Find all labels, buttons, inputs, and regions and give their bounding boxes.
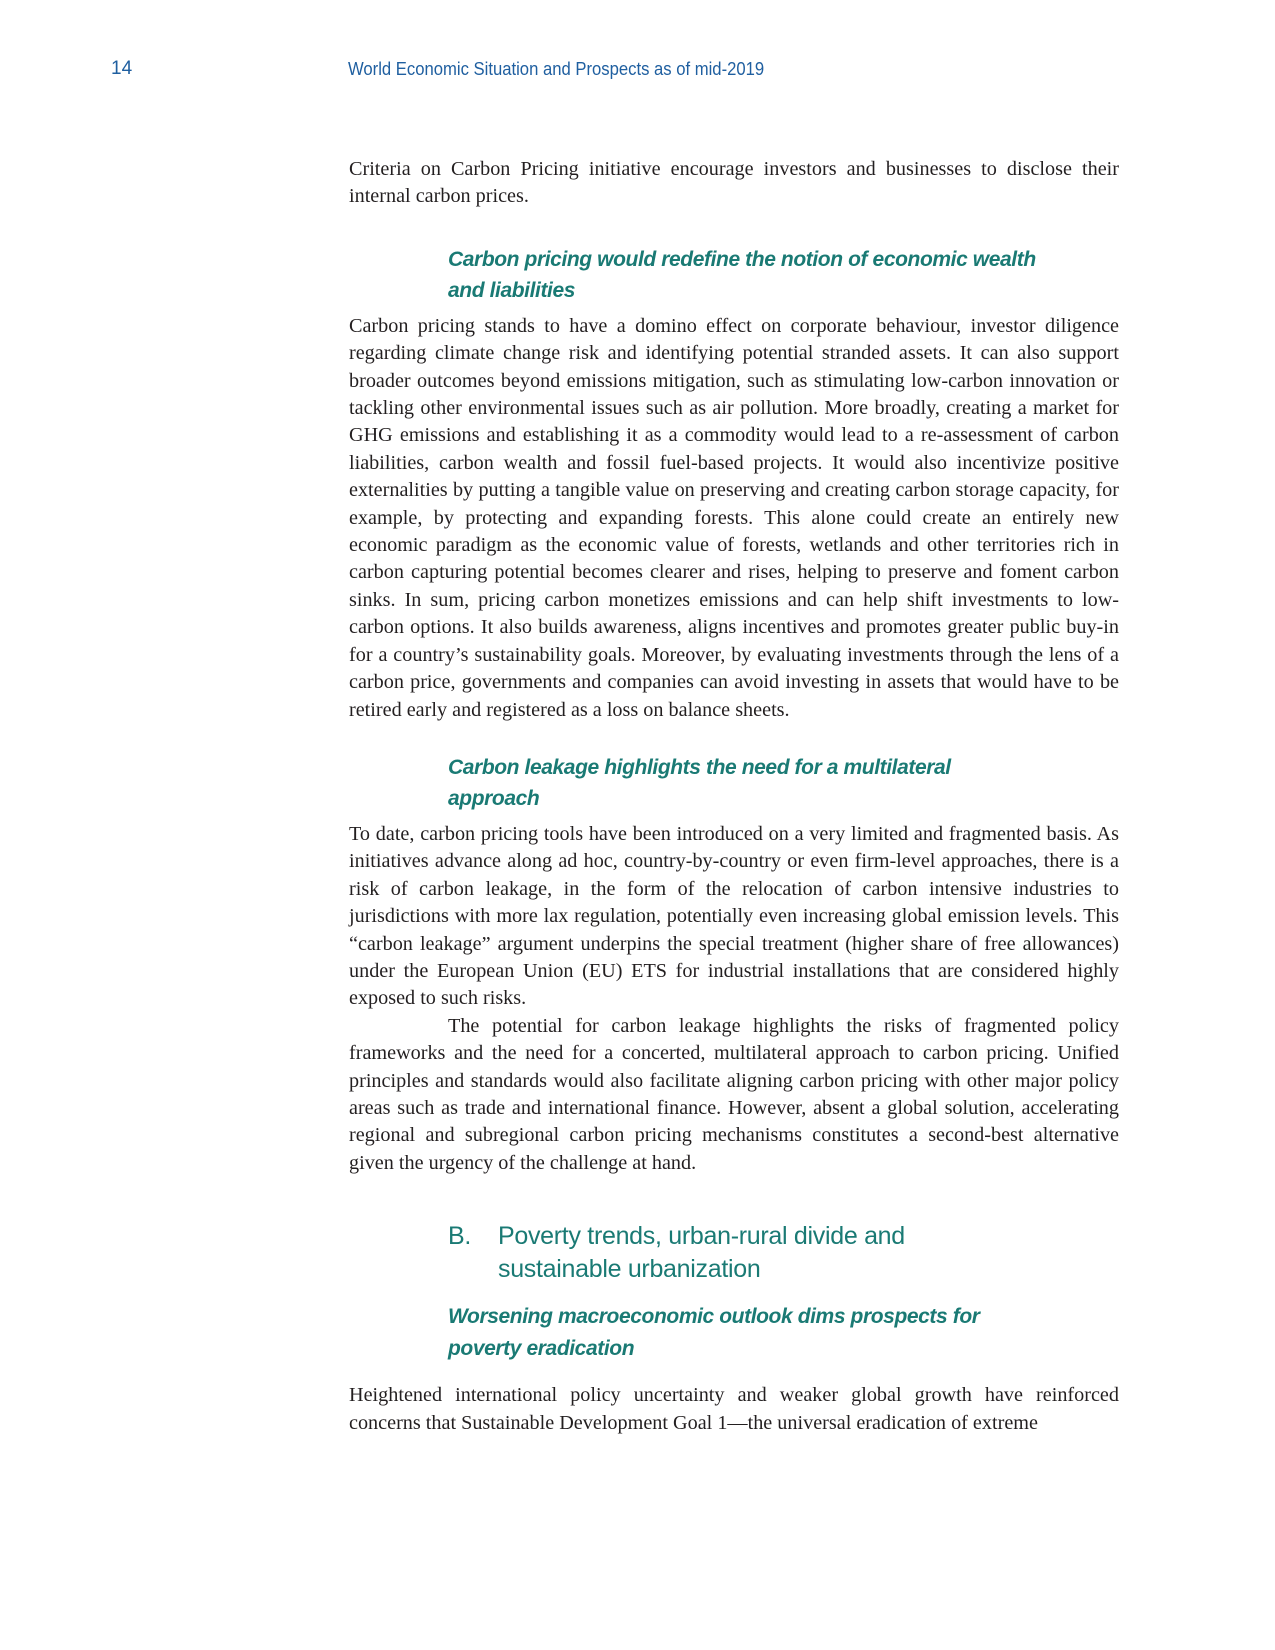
page-body <box>349 156 1119 1437</box>
subheading-carbon-leakage: Carbon leakage highlights the need for a multilateral approach <box>448 755 951 811</box>
section-title: Poverty trends, urban-rural divide and sustainable urbanization <box>498 1222 905 1283</box>
intro-paragraph: Criteria on Carbon Pricing initiative encourage investors and businesses to disclose their internal carbon prices. <box>349 158 1119 208</box>
page-number: 14 <box>111 58 133 79</box>
paragraph-multilateral-approach: The potential for carbon leakage highlights the risks of fragmented policy frameworks and the need for a concerted, multilateral approach to carbon pricing. Unified principles and standards would also facilitate aligning carbon pricing with other major policy areas such as trade and international finance. However, absent a global solution, accelerating regional and subregional carbon pricing mechanisms constitutes a second-best alternative given the urgency of the challenge at hand. <box>349 1014 1119 1174</box>
paragraph-carbon-leakage: To date, carbon pricing tools have been introduced on a very limited and fragmented basis. As initiatives advance along ad hoc, country-by-country or even firm-level approaches, there is a risk of carbon leakage, in the form of the relocation of carbon intensive industries to jurisdictions with more lax regulation, potentially even increasing global emission levels. This “carbon leakage” argument underpins the special treatment (higher share of free allowances) under the European Union (EU) ETS for industrial installations that are considered highly exposed to such risks. <box>349 822 1119 1010</box>
section-heading <box>448 1220 1119 1285</box>
subheading-poverty-prospects: Worsening macroeconomic outlook dims prospects for poverty eradication <box>448 1305 980 1360</box>
subheading-carbon-pricing-wealth: Carbon pricing would redefine the notion of economic wealth and liabilities <box>448 247 1036 303</box>
running-header-title: World Economic Situation and Prospects as of mid-2019 <box>348 58 765 79</box>
paragraph-carbon-pricing-effects: Carbon pricing stands to have a domino effect on corporate behaviour, investor diligence regarding climate change risk and identifying potential stranded assets. It can also support broader outcomes beyond emissions mitigation, such as stimulating low-carbon innovation or tackling other environmental issues such as air pollution. More broadly, creating a market for GHG emissions and establishing it as a commodity would lead to a re-assessment of carbon liabilities, carbon wealth and fossil fuel-based projects. It would also incentivize positive externalities by putting a tangible value on preserving and creating carbon storage capacity, for example, by protecting and expanding forests. This alone could create an entirely new economic paradigm as the economic value of forests, wetlands and other territories rich in carbon capturing potential becomes clearer and rises, helping to preserve and foment carbon sinks. In sum, pricing carbon monetizes emissions and can help shift investments to low-carbon options. It also builds awareness, aligns incentives and promotes greater public buy-in for a country’s sustainability goals. Moreover, by evaluating investments through the lens of a carbon price, governments and companies can avoid investing in assets that would have to be retired early and registered as a loss on balance sheets. <box>349 314 1119 721</box>
paragraph-poverty-concerns: Heightened international policy uncertainty and weaker global growth have reinforced concerns that Sustainable Development Goal 1—the universal eradication of extreme <box>349 1384 1119 1434</box>
section-letter: B. <box>448 1222 472 1251</box>
